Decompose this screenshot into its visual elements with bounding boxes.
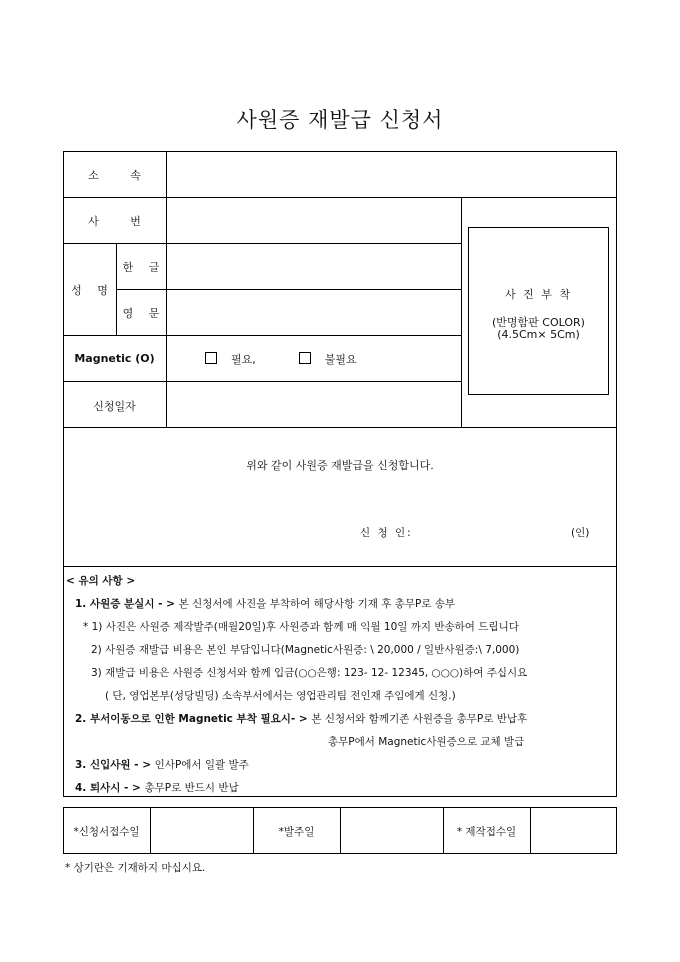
note-item-3 <box>75 757 249 772</box>
name-label: 성 명 <box>71 284 114 297</box>
note-item-2-text: 본 신청서와 함께기존 사원증을 총무P로 반납후 <box>311 713 528 725</box>
applicant-label: 신 청 인: <box>360 527 413 539</box>
note-item-4-title: 4. 퇴사시 - > <box>75 782 145 794</box>
photo-size-line1: (반명함판 COLOR) <box>492 316 585 329</box>
footnote: * 상기란은 기재하지 마십시요. <box>65 862 206 874</box>
received-date-label: *신청서접수일 <box>73 826 140 838</box>
korean-name-label: 한 글 <box>122 261 166 274</box>
affiliation-label: 소 속 <box>88 169 155 182</box>
seal-mark: (인) <box>571 527 590 539</box>
received-date-field[interactable] <box>151 808 252 853</box>
note-item-3-text: 인사P에서 일괄 발주 <box>154 759 249 771</box>
photo-size-line2: (4.5Cm× 5Cm) <box>497 328 580 341</box>
note-sub-2: 2) 사원증 재발급 비용은 본인 부담입니다(Magnetic사원증: \ 20,000 / 일반사원증:\ 7,000) <box>91 644 520 656</box>
note-sub-3: 3) 재발급 비용은 사원증 신청서와 함께 입금(○○은행: 123- 12- 12345, ○○○)하여 주십시요 <box>91 667 528 679</box>
not-needed-checkbox[interactable] <box>299 352 311 364</box>
notes-header: < 유의 사항 > <box>66 575 136 587</box>
note-item-2 <box>75 711 527 726</box>
korean-name-field[interactable] <box>167 244 460 289</box>
needed-checkbox[interactable] <box>205 352 217 364</box>
note-sub-1: * 1) 사진은 사원증 제작발주(매월20일)후 사원증과 함께 매 익월 10일 까지 반송하여 드립니다 <box>83 621 519 633</box>
note-item-1-title: 1. 사원증 분실시 - > <box>75 598 179 610</box>
needed-option-label: 필요, <box>231 353 256 366</box>
note-item-3-title: 3. 신입사원 - > <box>75 759 155 771</box>
date-field[interactable] <box>167 382 460 427</box>
employee-no-field[interactable] <box>167 198 460 243</box>
application-statement: 위와 같이 사원증 재발급을 신청합니다. <box>246 459 434 472</box>
photo-box <box>468 227 609 395</box>
note-item-2-cont: 총무P에서 Magnetic사원증으로 교체 발급 <box>328 736 525 748</box>
order-date-field[interactable] <box>341 808 442 853</box>
magnetic-options <box>205 351 357 367</box>
note-item-2-title: 2. 부서이동으로 인한 Magnetic 부착 필요시- > <box>75 713 312 725</box>
note-item-1-text: 본 신청서에 사진을 부착하여 해당사항 기재 후 총무P로 송부 <box>178 598 456 610</box>
affiliation-field[interactable] <box>167 152 616 197</box>
date-label: 신청일자 <box>93 400 136 413</box>
employee-no-label: 사 번 <box>88 215 155 228</box>
not-needed-option-label: 불필요 <box>324 353 357 366</box>
english-name-label: 영 문 <box>122 307 166 320</box>
page-title: 사원증 재발급 신청서 <box>236 108 444 132</box>
photo-title: 사 진 부 착 <box>505 288 572 301</box>
note-item-4 <box>75 780 239 795</box>
applicant-field[interactable] <box>410 520 560 540</box>
note-item-4-text: 총무P로 반드시 반납 <box>144 782 239 794</box>
note-sub-3-cont: ( 단, 영업본부(성당빌딩) 소속부서에서는 영업관리팀 전인재 주임에게 신청.) <box>105 690 456 702</box>
note-item-1 <box>75 596 455 611</box>
magnetic-label: Magnetic (O) <box>74 352 155 365</box>
production-date-field[interactable] <box>531 808 616 853</box>
order-date-label: *발주일 <box>278 826 315 838</box>
english-name-field[interactable] <box>167 290 460 335</box>
production-date-label: * 제작접수일 <box>456 826 517 838</box>
